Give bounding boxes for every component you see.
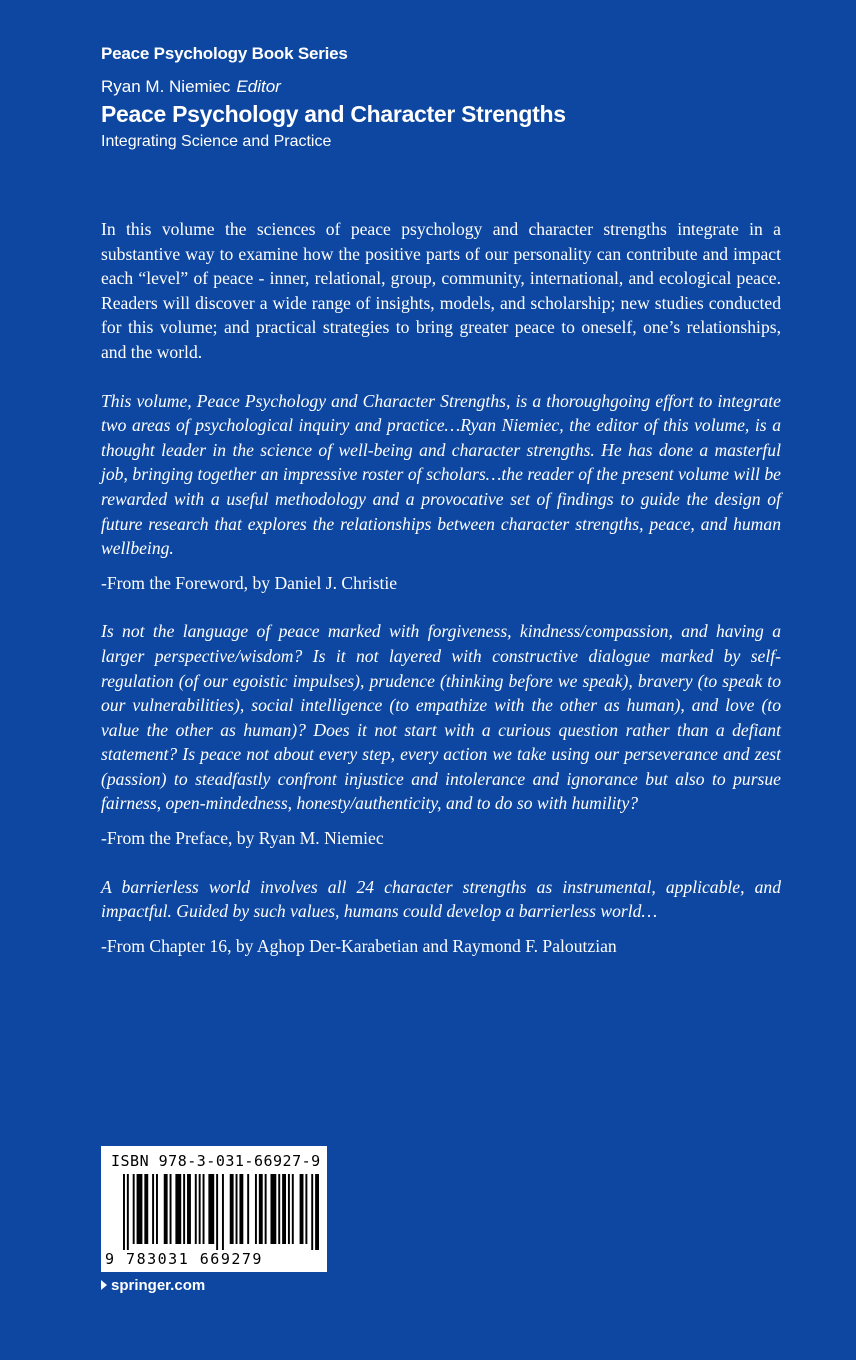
- barcode-bar: [127, 1174, 129, 1250]
- barcode-bar: [292, 1174, 294, 1244]
- barcode-bar: [187, 1174, 191, 1244]
- barcode-bar: [152, 1174, 154, 1244]
- barcode-bar: [300, 1174, 304, 1244]
- barcode-panel: [101, 1146, 327, 1272]
- barcode-bar: [222, 1174, 224, 1250]
- foreword-attribution: -From the Foreword, by Daniel J. Christie: [101, 572, 398, 593]
- barcode-bar: [278, 1174, 280, 1244]
- barcode-bar: [305, 1174, 307, 1244]
- barcode-bar: [164, 1174, 168, 1244]
- barcode-bar: [199, 1174, 201, 1244]
- chapter-quote: A barrierless world involves all 24 character strengths as instrumental, applicable, and impactful. Guided by such values, humans could develop a barrierless world…: [101, 876, 781, 922]
- preface-attribution: -From the Preface, by Ryan M. Niemiec: [101, 828, 384, 849]
- back-cover-text: [101, 217, 781, 958]
- barcode-bar: [144, 1174, 148, 1244]
- isbn-label: ISBN 978-3-031-66927-9: [111, 1152, 321, 1170]
- series-name: Peace Psychology Book Series: [101, 44, 348, 63]
- barcode-bar: [203, 1174, 205, 1244]
- publisher-link[interactable]: [101, 1277, 205, 1294]
- barcode-bar: [315, 1174, 319, 1250]
- barcode-bar: [216, 1174, 218, 1250]
- barcode-bar: [265, 1174, 267, 1244]
- book-description: In this volume the sciences of peace psychology and character strengths integrate in a substantive way to examine how the positive parts of our personality can contribute and impact each “level” of peace - inner, relational, group, community, international, and ecological peace. Readers will discover a wide range of insights, models, and scholarship; new studies conducted for this volume; and practical strategies to bring greater peace to oneself, one’s relationships, and the world.: [101, 219, 781, 362]
- cover-header: [101, 44, 821, 151]
- barcode-bar: [170, 1174, 172, 1244]
- barcode-bar: [270, 1174, 276, 1244]
- foreword-quote: This volume, Peace Psychology and Character Strengths, is a thoroughgoing effort to integrate two areas of psychological inquiry and practice…Ryan Niemiec, the editor of this volume, is a thought leader in the science of well-being and character strengths. He has done a masterful job, bringing together an impressive roster of scholars…the reader of the present volume will be rewarded with a useful methodology and a provocative set of findings to guide the design of future research that explores the relationships between character strengths, peace, and human wellbeing.: [101, 390, 781, 559]
- editor-role: Editor: [236, 77, 281, 96]
- barcode-bar: [236, 1174, 238, 1244]
- barcode-bar: [175, 1174, 181, 1244]
- barcode-bar: [123, 1174, 125, 1250]
- barcode-bar: [288, 1174, 290, 1244]
- editor-name: Ryan M. Niemiec: [101, 77, 231, 96]
- barcode-bar: [137, 1174, 143, 1244]
- barcode-bar: [255, 1174, 257, 1244]
- barcode-bar: [247, 1174, 249, 1244]
- arrow-right-icon: [101, 1280, 107, 1290]
- barcode-digits: 9 783031 669279: [105, 1250, 263, 1268]
- barcode-bar: [282, 1174, 286, 1244]
- barcode-bar: [230, 1174, 234, 1244]
- barcode-bar: [195, 1174, 197, 1244]
- barcode-bar: [183, 1174, 185, 1244]
- barcode-bar: [133, 1174, 135, 1244]
- barcode-bar: [311, 1174, 313, 1250]
- barcode-bar: [239, 1174, 243, 1244]
- barcode-bar: [259, 1174, 263, 1244]
- barcode-bar: [208, 1174, 214, 1244]
- book-subtitle: Integrating Science and Practice: [101, 133, 332, 150]
- preface-quote: Is not the language of peace marked with forgiveness, kindness/compassion, and having a larger perspective/wisdom? Is it not layered with constructive dialogue marked by self-regulation (of our egoistic impulses), prudence (thinking before we speak), bravery (to speak to our vulnerabilities), social intelligence (to empathize with the other as human), and love (to value the other as human)? Does it not start with a curious question rather than a defiant statement? Is peace not about every step, every action we take using our perseverance and zest (passion) to steadfastly confront injustice and intolerance and ignorance but also to pursue fairness, open-mindedness, honesty/authenticity, and to do so with humility?: [101, 621, 781, 814]
- barcode-bar: [156, 1174, 158, 1244]
- book-title: Peace Psychology and Character Strengths: [101, 101, 566, 127]
- chapter-attribution: -From Chapter 16, by Aghop Der-Karabetian and Raymond F. Paloutzian: [101, 935, 617, 956]
- barcode-bars: [123, 1174, 319, 1250]
- publisher-url: springer.com: [111, 1277, 206, 1294]
- editor-line: [101, 77, 821, 97]
